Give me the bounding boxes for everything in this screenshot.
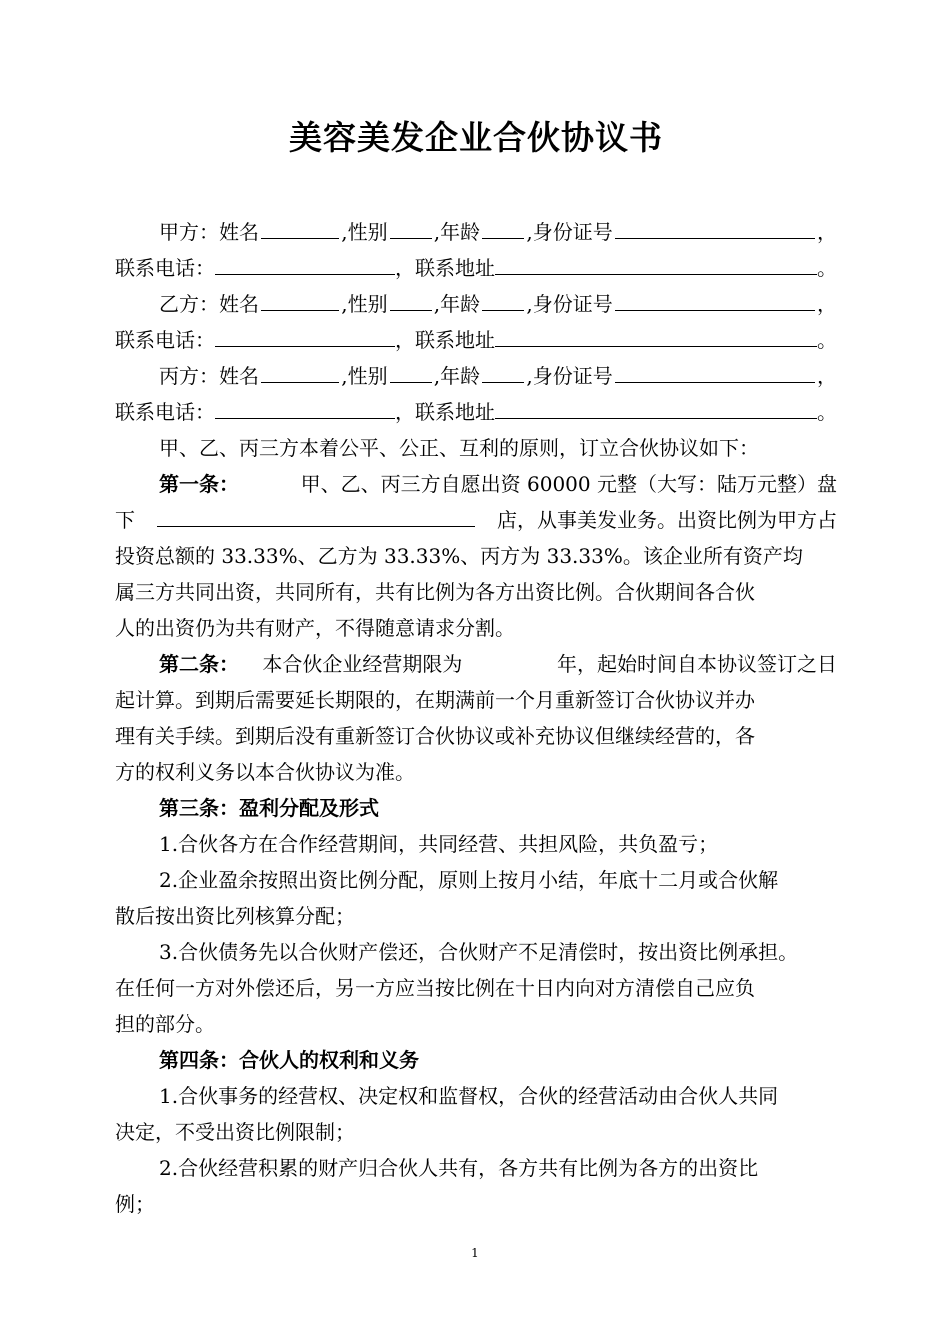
party-c-gender-label: ,性别 (341, 364, 388, 388)
party-c-name-label: 丙方：姓名 (159, 364, 259, 388)
article3-item1 (115, 826, 837, 862)
intro-text: 甲、乙、丙三方本着公平、公正、互利的原则，订立合伙协议如下： (159, 436, 759, 460)
party-b-id-label: ,身份证号 (526, 292, 613, 316)
article4-item2-text-1: 2.合伙经营积累的财产归合伙人共有，各方共有比例为各方的出资比 (159, 1156, 759, 1180)
party-a-address-blank[interactable] (495, 254, 817, 275)
article3-item3-text-1: 3.合伙债务先以合伙财产偿还，合伙财产不足清偿时，按出资比例承担。 (159, 940, 799, 964)
article2-text-3: 理有关手续。到期后没有重新签订合伙协议或补充协议但继续经营的，各 (115, 724, 755, 748)
article3-item2-text-1: 2.企业盈余按照出资比例分配，原则上按月小结，年底十二月或合伙解 (159, 868, 779, 892)
article2-text-4: 方的权利义务以本合伙协议为准。 (115, 760, 415, 784)
article2-line-3 (115, 718, 837, 754)
article4-item1-line-2 (115, 1114, 837, 1150)
article1-text-2-prefix: 下 (115, 508, 135, 532)
article2-line-2 (115, 682, 837, 718)
party-a-name-blank[interactable] (261, 218, 339, 239)
article1-text-1: 甲、乙、丙三方自愿出资 60000 元整（大写：陆万元整）盘 (300, 472, 837, 496)
party-a-line-1 (115, 214, 837, 250)
party-a-period: 。 (817, 256, 837, 280)
party-a-gender-blank[interactable] (390, 218, 432, 239)
party-b-age-label: ,年龄 (433, 292, 481, 316)
article1-text-4: 属三方共同出资，共同所有，共有比例为各方出资比例。合伙期间各合伙 (115, 580, 755, 604)
article3-item3-line-2 (115, 970, 837, 1006)
party-c-age-label: ,年龄 (433, 364, 481, 388)
article4-item2-line-2 (115, 1186, 837, 1222)
party-c-address-blank[interactable] (495, 398, 817, 419)
party-b-end-comma: ， (816, 292, 837, 316)
article1-shop-name-blank[interactable] (157, 506, 475, 527)
article1-line-5 (115, 610, 837, 646)
article2-text-1a: 本合伙企业经营期限为 (262, 652, 463, 676)
intro-paragraph (115, 430, 837, 466)
party-a-age-label: ,年龄 (433, 220, 481, 244)
article1-text-2-suffix: 店，从事美发业务。出资比例为甲方占 (497, 508, 837, 532)
party-b-period: 。 (817, 328, 837, 352)
article2-text-1b: 年，起始时间自本协议签订之日 (556, 652, 837, 676)
party-a-gender-label: ,性别 (341, 220, 388, 244)
article3-item3-line-1 (115, 934, 837, 970)
party-b-id-blank[interactable] (615, 290, 815, 311)
party-c-line-2 (115, 394, 837, 430)
article4-heading-line (115, 1042, 837, 1078)
article1-text-3: 投资总额的 33.33%、乙方为 33.33%、丙方为 33.33%。该企业所有资产均 (115, 544, 803, 568)
article3-item1-text: 1.合伙各方在合作经营期间，共同经营、共担风险，共负盈亏； (159, 832, 719, 856)
article4-item2-line-1 (115, 1150, 837, 1186)
party-c-age-blank[interactable] (482, 362, 524, 383)
article2-line-1 (115, 646, 837, 682)
party-b-line-2 (115, 322, 837, 358)
party-c-end-comma: ， (816, 364, 837, 388)
party-b-gender-label: ,性别 (341, 292, 388, 316)
party-c-phone-label: 联系电话： (115, 400, 215, 424)
article1-text-5: 人的出资仍为共有财产，不得随意请求分割。 (115, 616, 515, 640)
party-a-name-label: 甲方：姓名 (159, 220, 259, 244)
party-b-gender-blank[interactable] (390, 290, 432, 311)
party-b-age-blank[interactable] (482, 290, 524, 311)
article3-heading-line (115, 790, 837, 826)
article1-heading: 第一条： (159, 472, 239, 496)
article4-item1-line-1 (115, 1078, 837, 1114)
party-a-id-blank[interactable] (615, 218, 815, 239)
party-b-address-blank[interactable] (495, 326, 817, 347)
article3-item2-line-2 (115, 898, 837, 934)
article3-item3-text-3: 担的部分。 (115, 1012, 215, 1036)
party-c-id-label: ,身份证号 (526, 364, 613, 388)
article1-line-1 (115, 466, 837, 502)
document-title: 美容美发企业合伙协议书 (289, 118, 663, 157)
article1-line-4 (115, 574, 837, 610)
party-b-line-1 (115, 286, 837, 322)
party-b-address-label: ，联系地址 (395, 328, 495, 352)
party-c-id-blank[interactable] (615, 362, 815, 383)
article3-heading: 第三条：盈利分配及形式 (159, 796, 379, 820)
article4-heading: 第四条：合伙人的权利和义务 (159, 1048, 419, 1072)
party-c-phone-blank[interactable] (215, 398, 395, 419)
article3-item3-line-3 (115, 1006, 837, 1042)
article1-line-2 (115, 502, 837, 538)
party-c-period: 。 (817, 400, 837, 424)
party-c-address-label: ，联系地址 (395, 400, 495, 424)
party-b-name-label: 乙方：姓名 (159, 292, 259, 316)
party-a-address-label: ，联系地址 (395, 256, 495, 280)
party-a-line-2 (115, 250, 837, 286)
article3-item2-text-2: 散后按出资比列核算分配； (115, 904, 355, 928)
party-c-gender-blank[interactable] (390, 362, 432, 383)
document-body (115, 214, 837, 1222)
article2-heading: 第二条： (159, 652, 239, 676)
article1-line-3 (115, 538, 837, 574)
party-a-end-comma: ， (816, 220, 837, 244)
party-b-phone-blank[interactable] (215, 326, 395, 347)
page-number: 1 (471, 1246, 479, 1260)
party-a-phone-blank[interactable] (215, 254, 395, 275)
article2-line-4 (115, 754, 837, 790)
article2-text-2: 起计算。到期后需要延长期限的，在期满前一个月重新签订合伙协议并办 (115, 688, 755, 712)
article3-item3-text-2: 在任何一方对外偿还后，另一方应当按比例在十日内向对方清偿自己应负 (115, 976, 755, 1000)
article4-item2-text-2: 例； (115, 1192, 155, 1216)
party-c-line-1 (115, 358, 837, 394)
article3-item2-line-1 (115, 862, 837, 898)
party-c-name-blank[interactable] (261, 362, 339, 383)
article4-item1-text-1: 1.合伙事务的经营权、决定权和监督权，合伙的经营活动由合伙人共同 (159, 1084, 779, 1108)
party-a-age-blank[interactable] (482, 218, 524, 239)
party-a-phone-label: 联系电话： (115, 256, 215, 280)
party-b-phone-label: 联系电话： (115, 328, 215, 352)
article4-item1-text-2: 决定，不受出资比例限制； (115, 1120, 355, 1144)
party-a-id-label: ,身份证号 (526, 220, 613, 244)
party-b-name-blank[interactable] (261, 290, 339, 311)
